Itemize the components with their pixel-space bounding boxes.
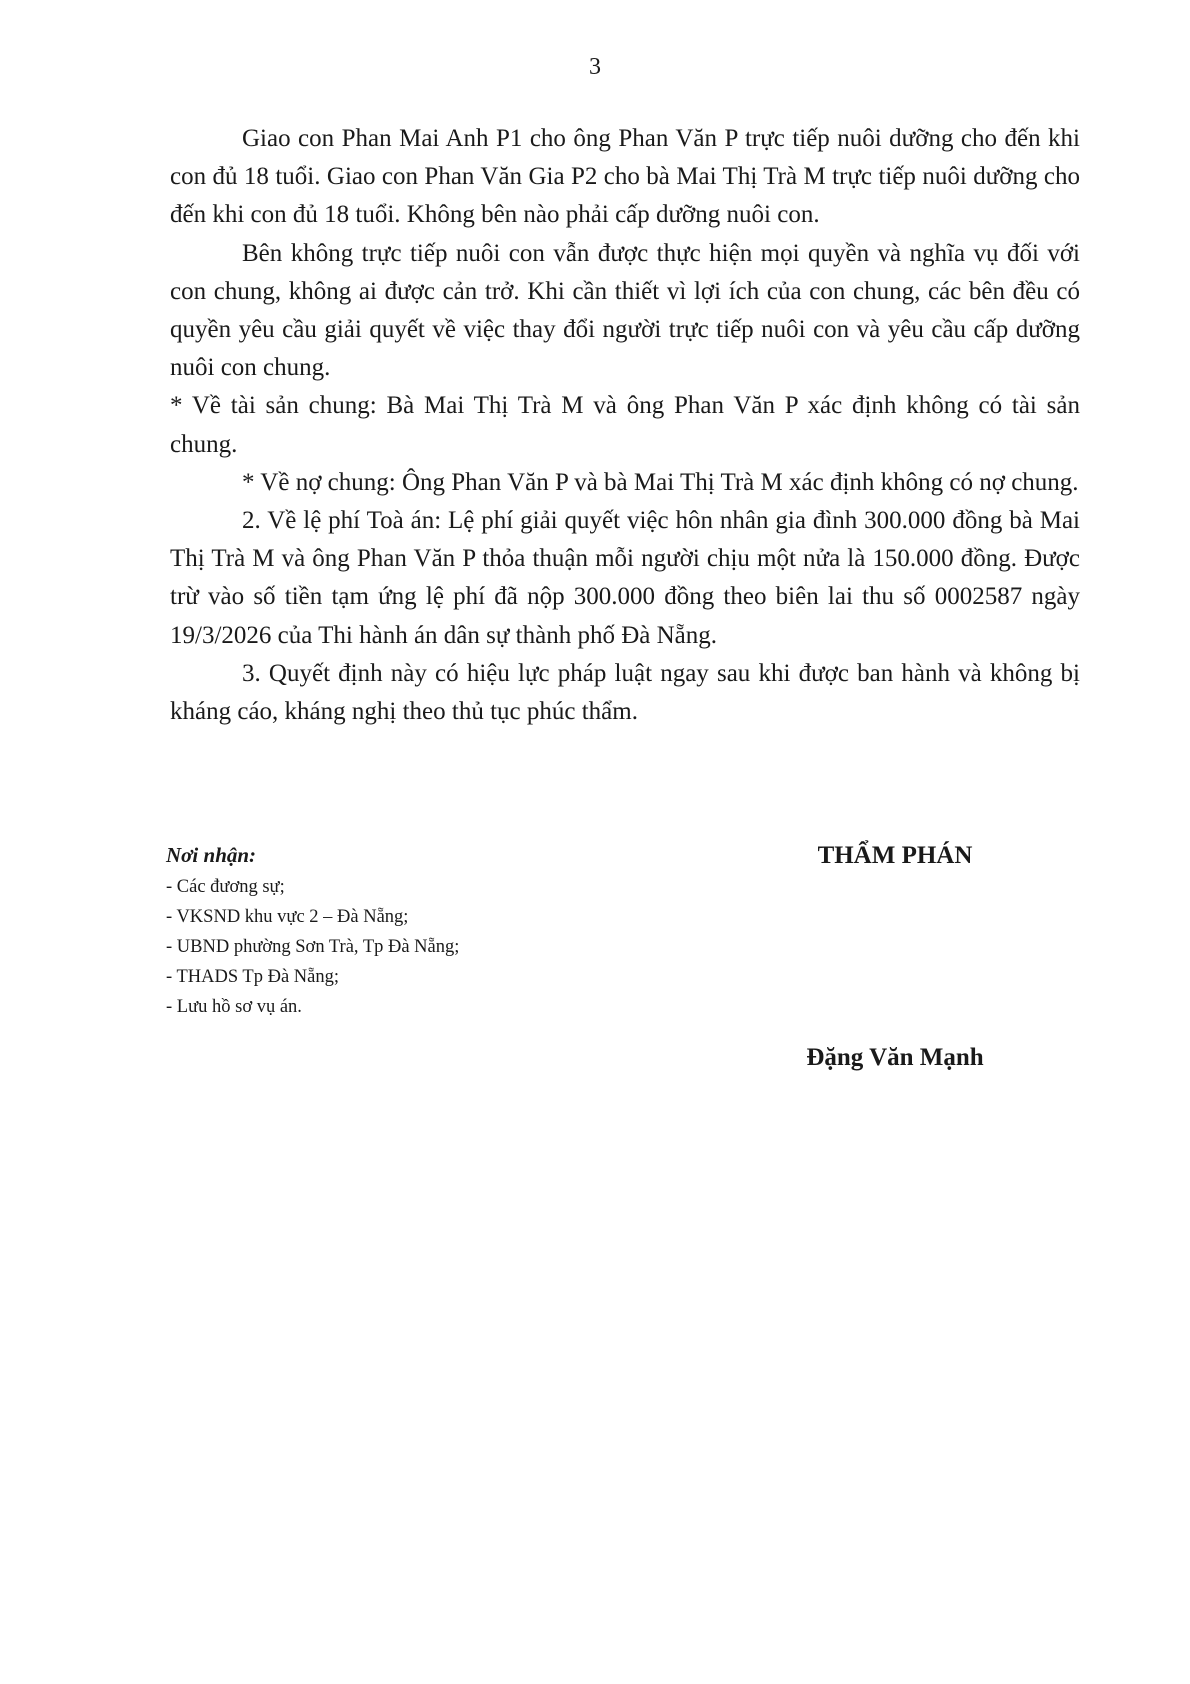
paragraph-court-fees: 2. Về lệ phí Toà án: Lệ phí giải quyết việc hôn nhân gia đình 300.000 đồng bà Mai Thị Trà M và ông Phan Văn P thỏa thuận mỗi người chịu một nửa là 150.000 đồng. Được trừ vào số tiền tạm ứng lệ phí đã nộp 300.000 đồng theo biên lai thu số 0002587 ngày 19/3/2026 của Thi hành án dân sự thành phố Đà Nẵng.	[170, 507, 1080, 649]
signer-title: THẨM PHÁN	[817, 842, 973, 869]
paragraph-joint-debt: * Về nợ chung: Ông Phan Văn P và bà Mai Thị Trà M xác định không có nợ chung.	[242, 468, 1079, 496]
recipients-heading: Nơi nhận:	[166, 843, 257, 867]
paragraph-child-custody: Giao con Phan Mai Anh P1 cho ông Phan Văn P trực tiếp nuôi dưỡng cho đến khi con đủ 18 tuổi. Giao con Phan Văn Gia P2 cho bà Mai Thị Trà M trực tiếp nuôi dưỡng cho đến khi con đủ 18 tuổi. Không bên nào phải cấp dưỡng nuôi con.	[170, 125, 1080, 229]
recipients-block	[166, 838, 626, 1022]
signer-name: Đặng Văn Mạnh	[806, 1044, 984, 1071]
decision-body	[170, 120, 1080, 731]
page-number: 3	[589, 54, 601, 80]
paragraph-effectiveness: 3. Quyết định này có hiệu lực pháp luật ngay sau khi được ban hành và không bị kháng cáo, kháng nghị theo thủ tục phúc thẩm.	[170, 659, 1080, 726]
recipient-item: - THADS Tp Đà Nẵng;	[166, 967, 339, 987]
recipient-item: - UBND phường Sơn Trà, Tp Đà Nẵng;	[166, 937, 460, 957]
recipient-item: - Các đương sự;	[166, 877, 285, 897]
paragraph-parental-rights: Bên không trực tiếp nuôi con vẫn được thực hiện mọi quyền và nghĩa vụ đối với con chung, không ai được cản trở. Khi cần thiết vì lợi ích của con chung, các bên đều có quyền yêu cầu giải quyết về việc thay đổi người trực tiếp nuôi con và yêu cầu cấp dưỡng nuôi con chung.	[170, 239, 1080, 382]
recipient-item: - VKSND khu vực 2 – Đà Nẵng;	[166, 907, 409, 927]
recipient-item: - Lưu hồ sơ vụ án.	[166, 997, 302, 1017]
recipients-list	[166, 872, 626, 1022]
paragraph-joint-property: * Về tài sản chung: Bà Mai Thị Trà M và ông Phan Văn P xác định không có tài sản chung.	[170, 392, 1080, 458]
